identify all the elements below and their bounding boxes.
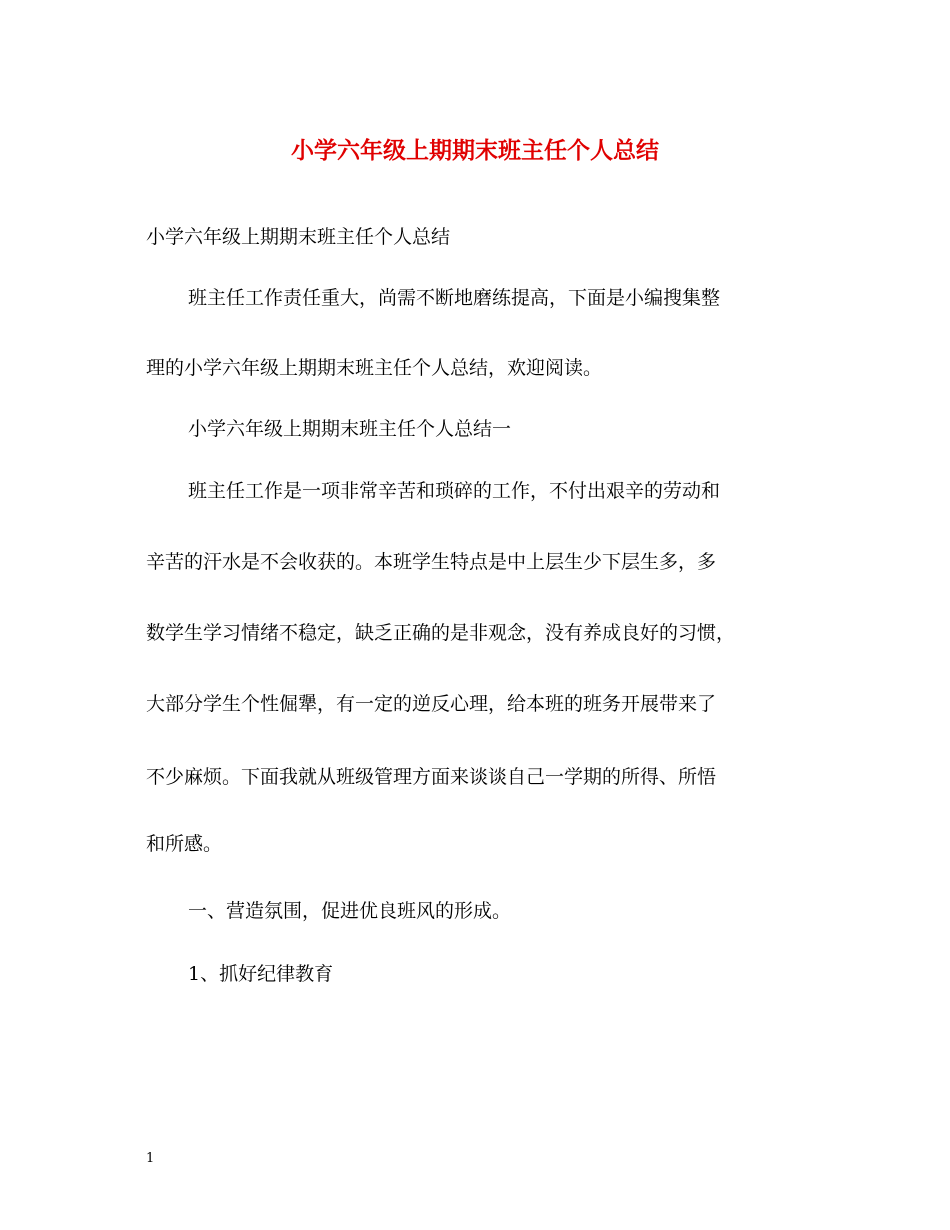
paragraph-line: 辛苦的汗水是不会收获的。本班学生特点是中上层生少下层生多，多 <box>146 551 717 573</box>
paragraph-line: 班主任工作是一项非常辛苦和琐碎的工作，不付出艰辛的劳动和 <box>188 480 721 502</box>
paragraph-line: 大部分学生个性倔犟，有一定的逆反心理，给本班的班务开展带来了 <box>146 693 717 715</box>
section-heading: 小学六年级上期期末班主任个人总结一 <box>188 418 512 440</box>
paragraph-line: 不少麻烦。下面我就从班级管理方面来谈谈自己一学期的所得、所悟 <box>146 766 717 788</box>
document-title: 小学六年级上期期末班主任个人总结 <box>291 137 659 164</box>
paragraph-line: 和所感。 <box>146 833 223 855</box>
subsection-heading: 1、抓好纪律教育 <box>188 963 334 985</box>
page-number: 1 <box>146 1151 155 1166</box>
section-heading: 一、营造氛围，促进优良班风的形成。 <box>188 900 512 922</box>
paragraph-line: 理的小学六年级上期期末班主任个人总结，欢迎阅读。 <box>146 357 603 379</box>
subtitle-line: 小学六年级上期期末班主任个人总结 <box>146 226 451 248</box>
paragraph-line: 数学生学习情绪不稳定，缺乏正确的是非观念，没有养成良好的习惯， <box>146 622 736 644</box>
paragraph-line: 班主任工作责任重大，尚需不断地磨练提高，下面是小编搜集整 <box>188 287 721 309</box>
